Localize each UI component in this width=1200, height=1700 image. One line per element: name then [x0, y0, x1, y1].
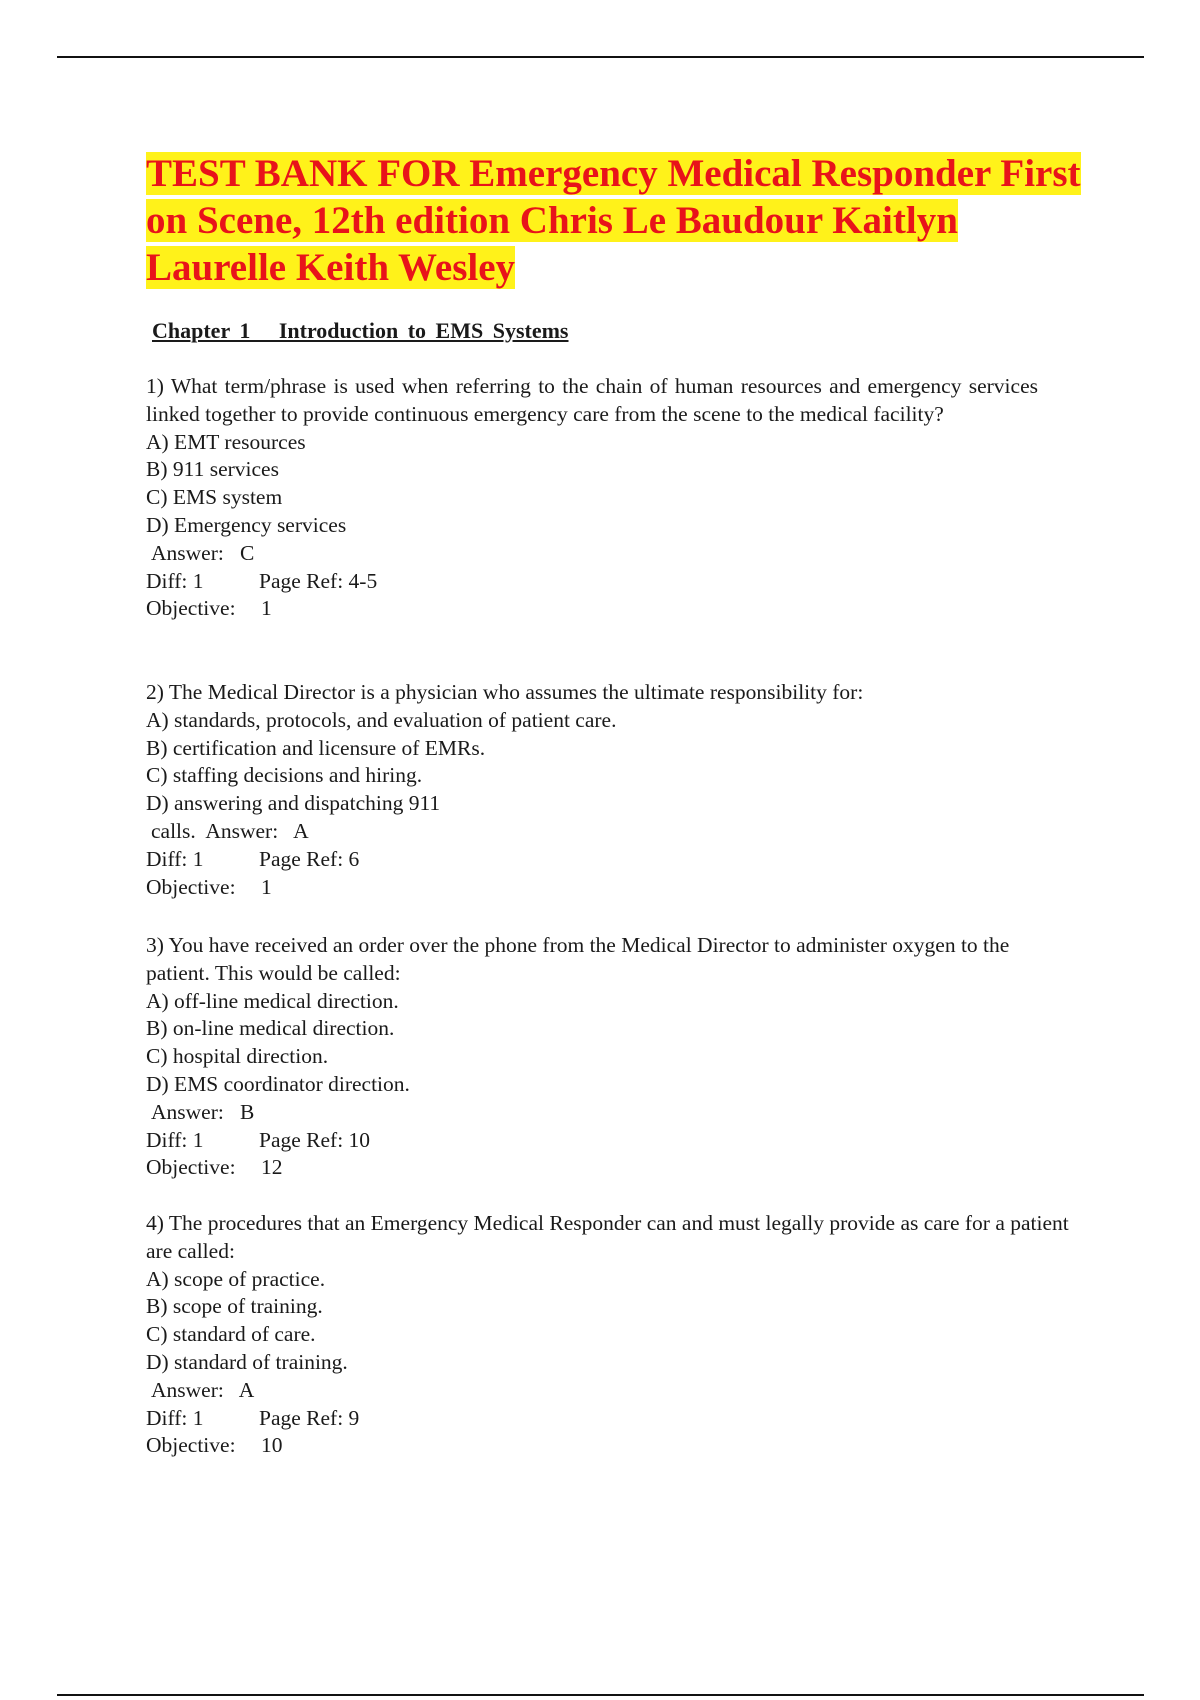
question-2 — [146, 679, 1076, 901]
objective-line — [146, 1432, 1071, 1460]
option-b: B) on-line medical direction. — [146, 1016, 395, 1041]
option-b: B) certification and licensure of EMRs. — [146, 735, 486, 760]
option-a: A) off-line medical direction. — [146, 988, 399, 1013]
option-c: C) staffing decisions and hiring. — [146, 763, 423, 788]
question-3 — [146, 932, 1076, 1182]
answer: calls. Answer: A — [151, 818, 309, 843]
answer: Answer: A — [151, 1377, 255, 1402]
objective-value: 10 — [261, 1433, 283, 1458]
option-b: B) 911 services — [146, 457, 279, 482]
diff: Diff: 1 — [146, 1405, 204, 1430]
diff-line — [146, 846, 1076, 874]
question-stem: 4) The procedures that an Emergency Medical Responder can and must legally provide as care for a patient are called: — [146, 1211, 1069, 1263]
bottom-rule — [57, 1694, 1144, 1696]
diff: Diff: 1 — [146, 568, 204, 593]
diff: Diff: 1 — [146, 846, 204, 871]
objective-label: Objective: — [146, 874, 236, 899]
diff: Diff: 1 — [146, 1127, 204, 1152]
option-a: A) EMT resources — [146, 429, 306, 454]
question-4 — [146, 1210, 1071, 1460]
page-ref: Page Ref: 6 — [259, 846, 360, 871]
option-c: C) standard of care. — [146, 1322, 316, 1347]
option-d: D) answering and dispatching 911 — [146, 791, 441, 816]
objective-label: Objective: — [146, 1155, 236, 1180]
page-ref: Page Ref: 10 — [259, 1127, 371, 1152]
document-title — [146, 150, 1096, 291]
option-a: A) scope of practice. — [146, 1266, 326, 1291]
answer: Answer: B — [151, 1099, 255, 1124]
option-d: D) Emergency services — [146, 512, 347, 537]
chapter-heading: Chapter 1 Introduction to EMS Systems — [152, 318, 569, 343]
question-1 — [146, 373, 1038, 623]
title-highlight: TEST BANK FOR Emergency Medical Responder First on Scene, 12th edition Chris Le Baudour Kaitlyn Laurelle Keith Wesley — [146, 152, 1081, 289]
page-ref: Page Ref: 9 — [259, 1405, 360, 1430]
page-ref: Page Ref: 4-5 — [259, 568, 378, 593]
diff-line — [146, 568, 1038, 596]
objective-label: Objective: — [146, 596, 236, 621]
option-b: B) scope of training. — [146, 1294, 323, 1319]
option-c: C) EMS system — [146, 485, 283, 510]
answer: Answer: C — [151, 540, 255, 565]
diff-line — [146, 1405, 1071, 1433]
objective-value: 1 — [261, 874, 272, 899]
objective-label: Objective: — [146, 1433, 236, 1458]
objective-value: 12 — [261, 1155, 283, 1180]
option-d: D) EMS coordinator direction. — [146, 1071, 410, 1096]
option-d: D) standard of training. — [146, 1349, 348, 1374]
option-c: C) hospital direction. — [146, 1044, 329, 1069]
objective-line — [146, 1154, 1076, 1182]
top-rule — [57, 56, 1144, 58]
objective-line — [146, 595, 1038, 623]
question-stem: 3) You have received an order over the phone from the Medical Director to administer oxygen to the patient. This would be called: — [146, 933, 1010, 985]
diff-line — [146, 1127, 1076, 1155]
option-a: A) standards, protocols, and evaluation of patient care. — [146, 707, 617, 732]
question-stem: 1) What term/phrase is used when referring to the chain of human resources and emergency services linked together to provide continuous emergency care from the scene to the medical facility? — [146, 374, 1038, 426]
objective-value: 1 — [261, 596, 272, 621]
objective-line — [146, 874, 1076, 902]
question-stem: 2) The Medical Director is a physician who assumes the ultimate responsibility for: — [146, 680, 864, 704]
